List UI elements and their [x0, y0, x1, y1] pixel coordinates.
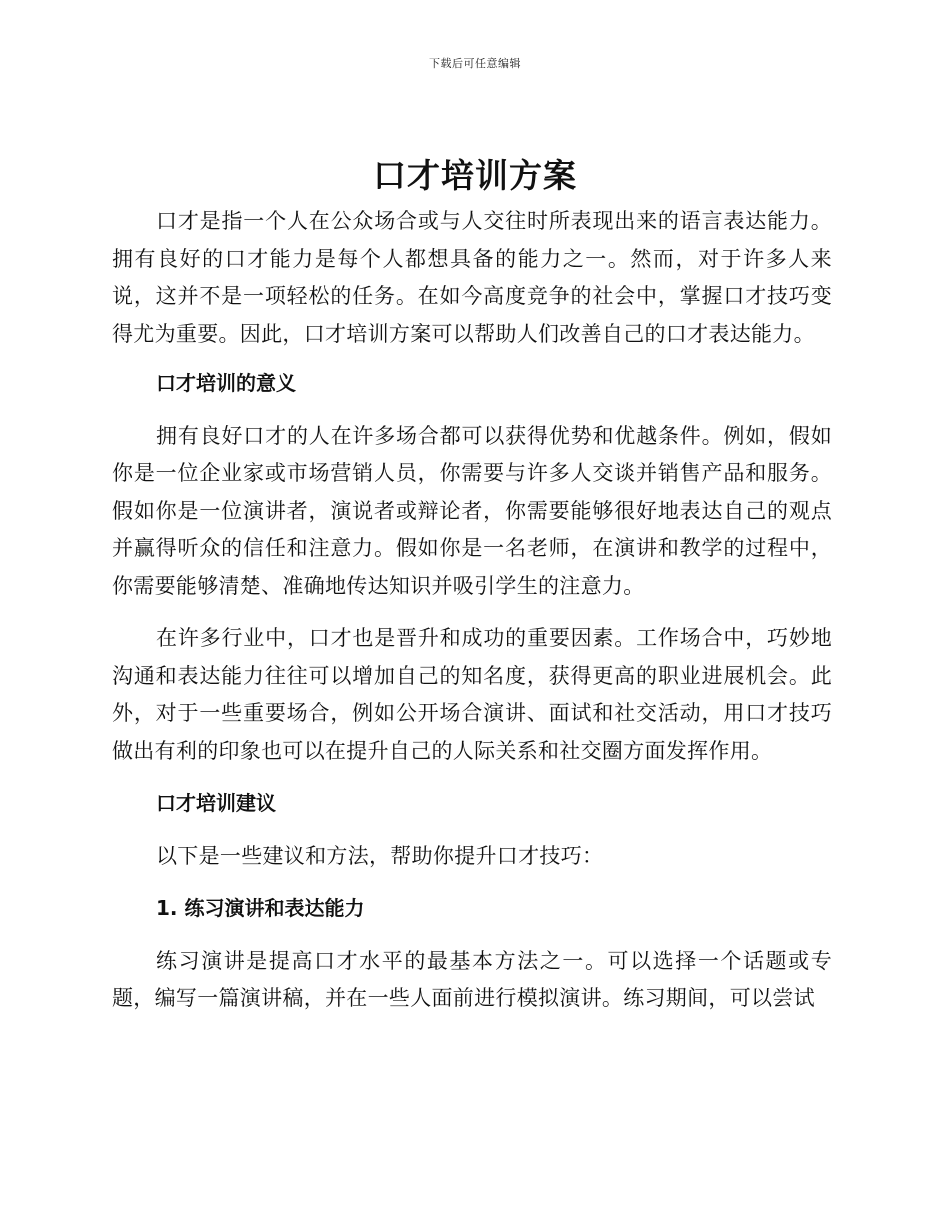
section-heading-significance: 口才培训的意义	[156, 371, 296, 395]
document-title: 口才培训方案	[373, 156, 577, 195]
suggestions-paragraph: 以下是一些建议和方法，帮助你提升口才技巧：	[156, 843, 604, 868]
section-heading-suggestions: 口才培训建议	[156, 791, 276, 815]
significance-paragraph-1: 拥有良好口才的人在许多场合都可以获得优势和优越条件。例如，假如你是一位企业家或市场营销人员，你需要与许多人交谈并销售产品和服务。假如你是一位演讲者，演说者或辩论者，你需要能够很好地表达自己的观点并赢得听众的信任和注意力。假如你是一名老师，在演讲和教学的过程中，你需要能够清楚、准确地传达知识并吸引学生的注意力。	[112, 423, 832, 598]
practice-paragraph: 练习演讲是提高口才水平的最基本方法之一。可以选择一个话题或专题，编写一篇演讲稿，并在一些人面前进行模拟演讲。练习期间，可以尝试	[112, 948, 832, 1010]
document-body	[112, 203, 832, 1018]
intro-paragraph: 口才是指一个人在公众场合或与人交往时所表现出来的语言表达能力。拥有良好的口才能力是每个人都想具备的能力之一。然而，对于许多人来说，这并不是一项轻松的任务。在如今高度竞争的社会中，掌握口才技巧变得尤为重要。因此，口才培训方案可以帮助人们改善自己的口才表达能力。	[112, 209, 832, 346]
section-heading-practice: 1. 练习演讲和表达能力	[156, 896, 365, 920]
significance-paragraph-2: 在许多行业中，口才也是晋升和成功的重要因素。工作场合中，巧妙地沟通和表达能力往往可以增加自己的知名度，获得更高的职业进展机会。此外，对于一些重要场合，例如公开场合演讲、面试和社交活动，用口才技巧做出有利的印象也可以在提升自己的人际关系和社交圈方面发挥作用。	[112, 626, 832, 763]
page-header-note: 下载后可任意编辑	[429, 57, 521, 70]
